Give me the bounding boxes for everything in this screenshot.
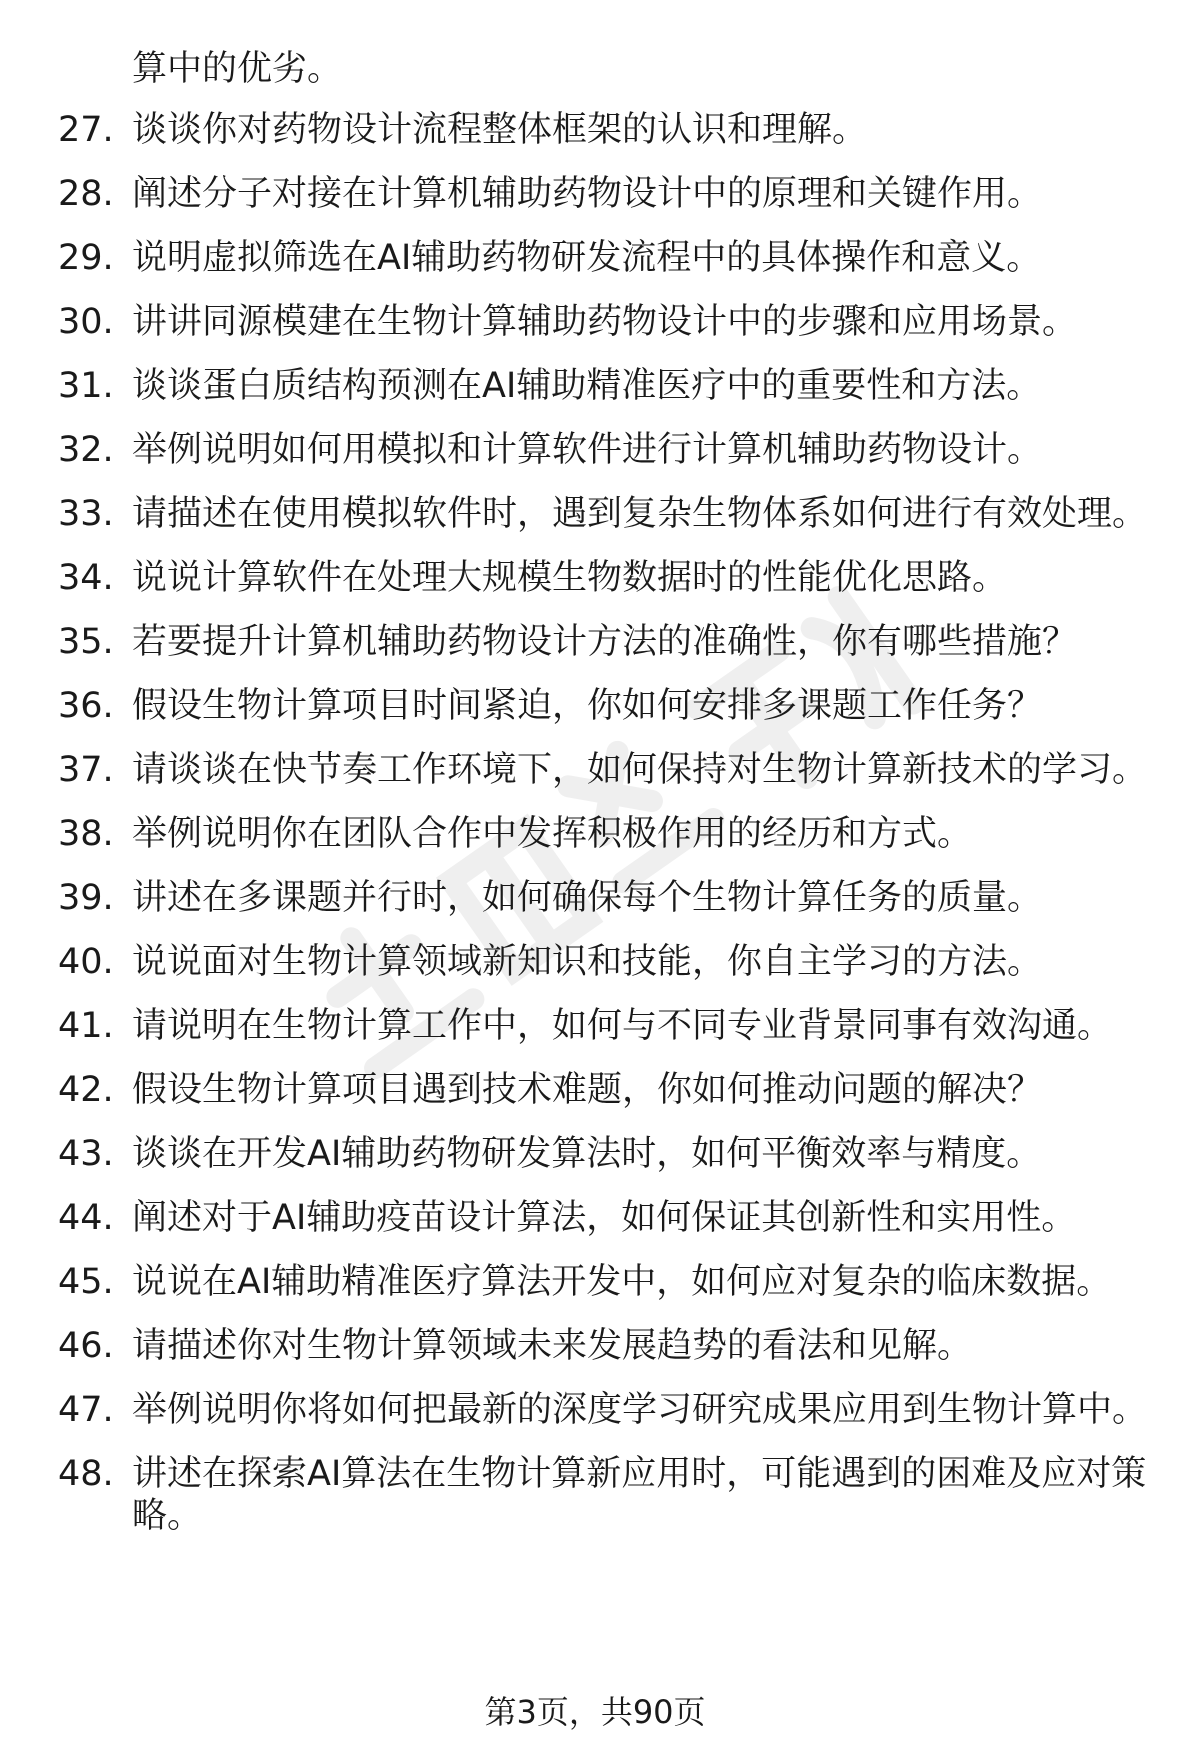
list-item [58,1389,1148,1431]
question-text: 阐述对于AI辅助疫苗设计算法，如何保证其创新性和实用性。 [132,1198,1077,1238]
list-item [58,557,1148,599]
question-number: 30. [58,302,114,342]
question-number: 33. [58,494,114,534]
question-number: 29. [58,238,114,278]
list-item [58,877,1148,919]
question-number: 38. [58,814,114,854]
list-item [58,1453,1148,1537]
question-text: 谈谈你对药物设计流程整体框架的认识和理解。 [132,110,868,150]
question-text: 讲讲同源模建在生物计算辅助药物设计中的步骤和应用场景。 [132,302,1078,342]
question-text: 阐述分子对接在计算机辅助药物设计中的原理和关键作用。 [132,174,1043,214]
question-number: 31. [58,366,114,406]
list-item [58,1133,1148,1175]
question-number: 46. [58,1326,114,1366]
question-text: 谈谈蛋白质结构预测在AI辅助精准医疗中的重要性和方法。 [132,366,1042,406]
question-number: 28. [58,174,114,214]
question-text: 谈谈在开发AI辅助药物研发算法时，如何平衡效率与精度。 [132,1134,1042,1174]
question-list [58,48,1148,1559]
list-item [58,621,1148,663]
question-text: 举例说明你在团队合作中发挥积极作用的经历和方式。 [132,814,973,854]
list-item [58,301,1148,343]
question-text: 说说面对生物计算领域新知识和技能，你自主学习的方法。 [132,942,1043,982]
list-item [58,173,1148,215]
question-number: 45. [58,1262,114,1302]
question-text: 举例说明你将如何把最新的深度学习研究成果应用到生物计算中。 [132,1390,1148,1430]
question-number: 40. [58,942,114,982]
list-item [58,1261,1148,1303]
question-text: 举例说明如何用模拟和计算软件进行计算机辅助药物设计。 [132,430,1043,470]
question-number: 27. [58,110,114,150]
page-footer: 第3页，共90页 [484,1693,706,1731]
question-number: 36. [58,686,114,726]
question-text: 假设生物计算项目时间紧迫，你如何安排多课题工作任务？ [132,686,1043,726]
question-number: 37. [58,750,114,790]
question-text: 请谈谈在快节奏工作环境下，如何保持对生物计算新技术的学习。 [132,750,1148,790]
question-number: 35. [58,622,114,662]
list-item [58,1005,1148,1047]
question-text: 说说计算软件在处理大规模生物数据时的性能优化思路。 [132,558,1008,598]
list-item [58,429,1148,471]
list-item [58,813,1148,855]
question-number: 41. [58,1006,114,1046]
question-text: 说说在AI辅助精准医疗算法开发中，如何应对复杂的临床数据。 [132,1262,1112,1302]
list-item [58,493,1148,535]
list-item [58,685,1148,727]
list-item [58,941,1148,983]
question-number: 43. [58,1134,114,1174]
list-item [58,1325,1148,1367]
question-text: 讲述在多课题并行时，如何确保每个生物计算任务的质量。 [132,878,1043,918]
question-number: 42. [58,1070,114,1110]
list-item-continuation [58,48,1148,90]
question-number: 34. [58,558,114,598]
question-number: 39. [58,878,114,918]
list-item [58,749,1148,791]
question-text: 讲述在探索AI算法在生物计算新应用时，可能遇到的困难及应对策略。 [132,1454,1147,1536]
list-item [58,109,1148,151]
question-text: 假设生物计算项目遇到技术难题，你如何推动问题的解决？ [132,1070,1043,1110]
list-item [58,237,1148,279]
question-text: 请描述你对生物计算领域未来发展趋势的看法和见解。 [132,1326,973,1366]
question-number: 44. [58,1198,114,1238]
question-text: 说明虚拟筛选在AI辅助药物研发流程中的具体操作和意义。 [132,238,1042,278]
list-item [58,1197,1148,1239]
question-text: 请说明在生物计算工作中，如何与不同专业背景同事有效沟通。 [132,1006,1113,1046]
question-text: 若要提升计算机辅助药物设计方法的准确性，你有哪些措施？ [132,622,1078,662]
question-number: 32. [58,430,114,470]
list-item [58,1069,1148,1111]
question-text: 算中的优劣。 [132,49,343,89]
question-text: 请描述在使用模拟软件时，遇到复杂生物体系如何进行有效处理。 [132,494,1148,534]
list-item [58,365,1148,407]
question-number: 48. [58,1454,114,1494]
question-number: 47. [58,1390,114,1430]
